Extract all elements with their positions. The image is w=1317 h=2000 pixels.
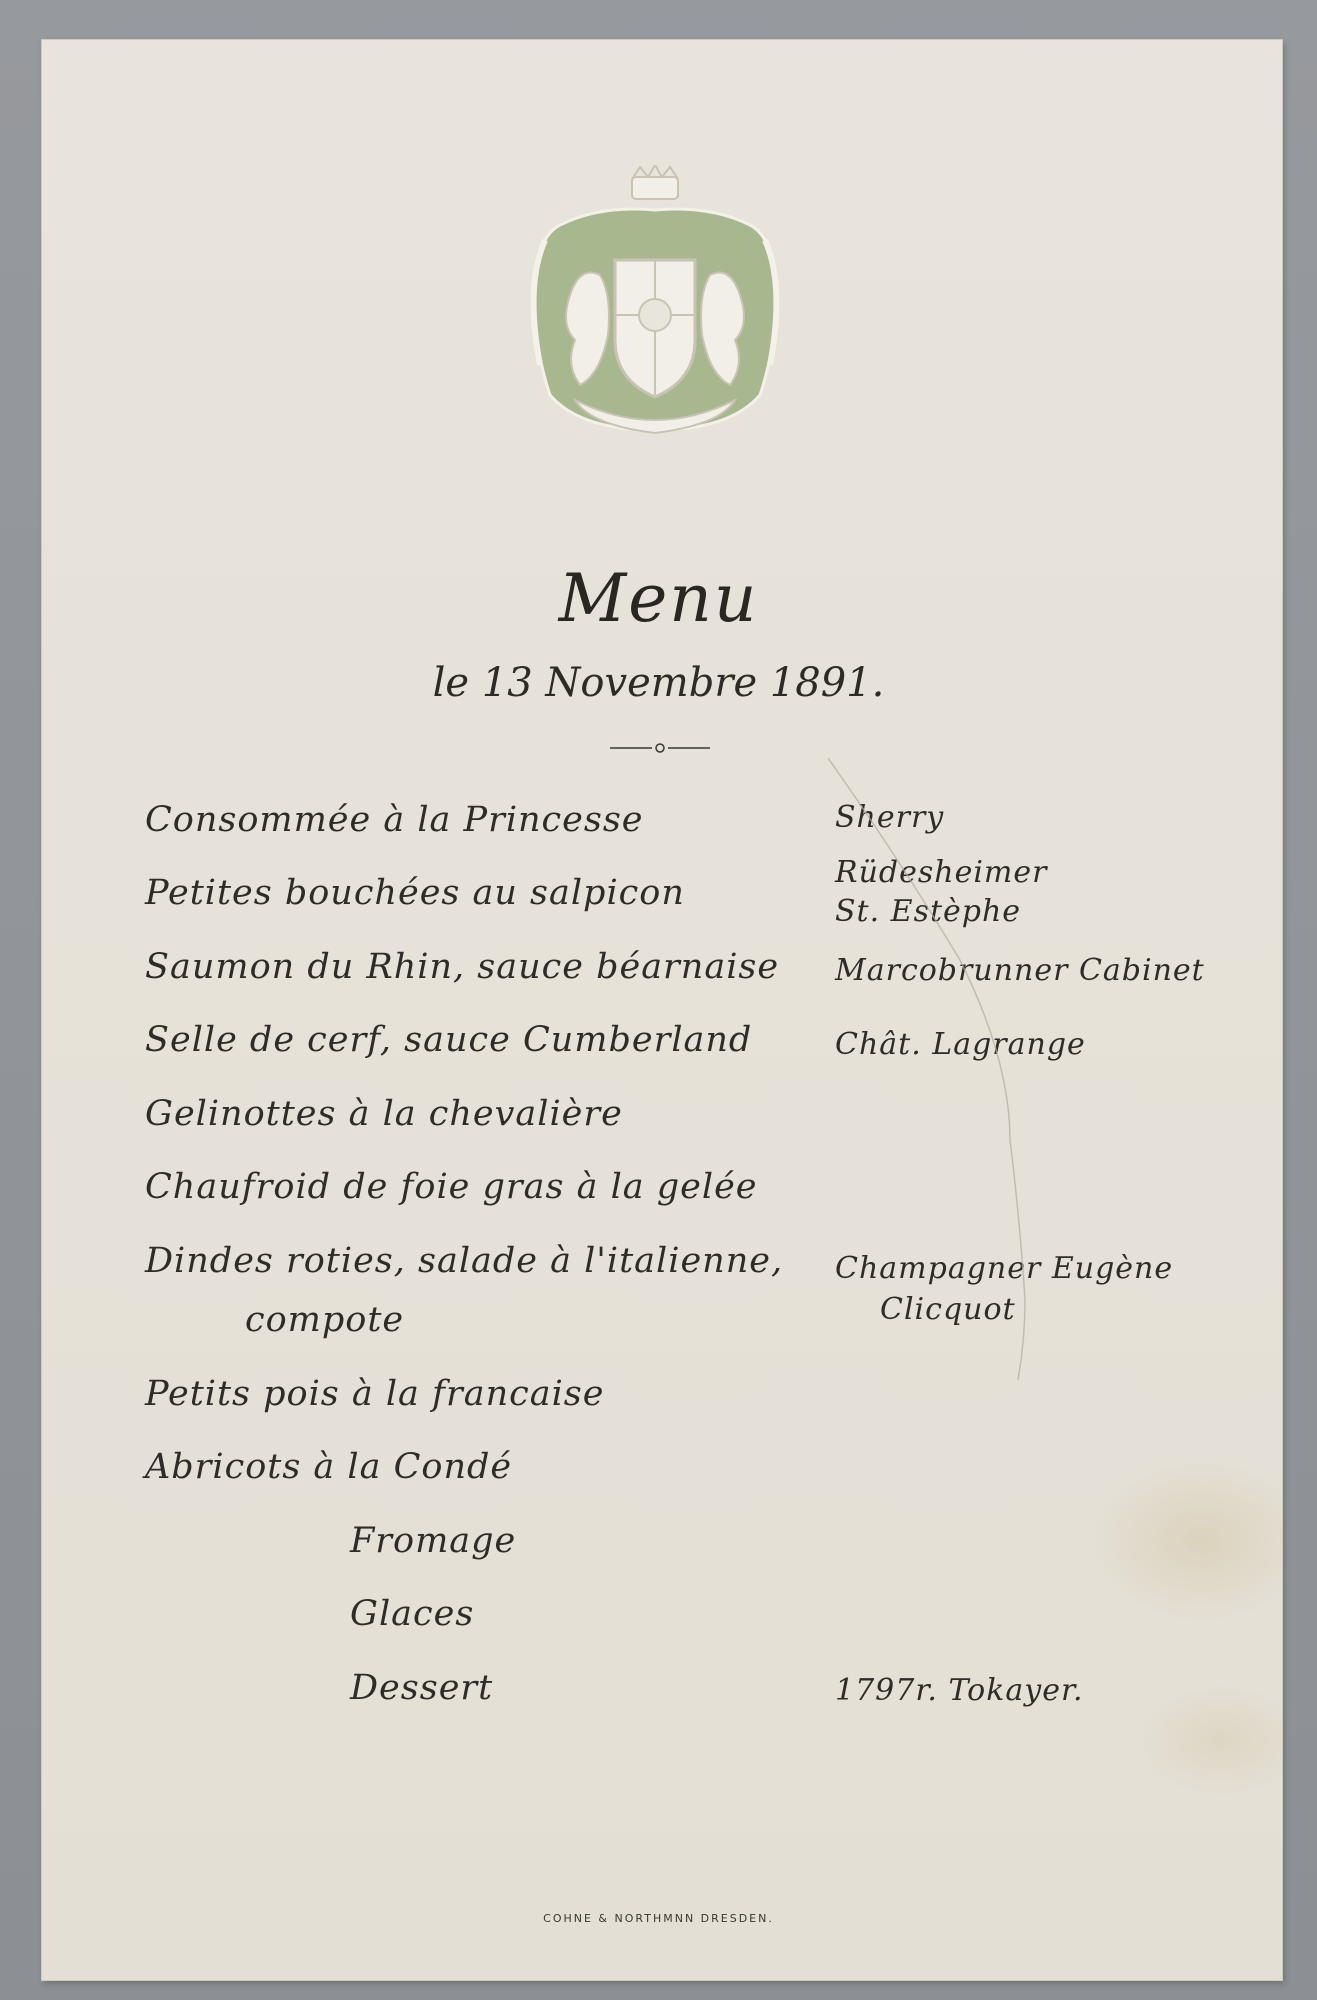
course-item: Fromage (350, 1521, 517, 1561)
printer-credit: COHNE & NORTHMNN DRESDEN. (543, 1912, 774, 1925)
wine-item: Rüdesheimer (835, 855, 1048, 890)
wine-item: Marcobrunner Cabinet (835, 953, 1205, 988)
wine-item: Sherry (835, 800, 945, 835)
menu-date: le 13 Novembre 1891. (432, 660, 885, 706)
course-item: Dindes roties, salade à l'italienne, (145, 1241, 784, 1281)
course-item: Glaces (350, 1594, 475, 1634)
course-item: Petites bouchées au salpicon (145, 873, 685, 913)
course-item-continuation: compote (245, 1300, 405, 1340)
coat-of-arms-icon (520, 165, 790, 465)
wine-item: Champagner Eugène (835, 1251, 1174, 1286)
ornamental-divider (610, 740, 710, 756)
course-item: Petits pois à la francaise (145, 1374, 605, 1414)
menu-title: Menu (558, 560, 759, 637)
wine-item: Chât. Lagrange (835, 1027, 1086, 1062)
wine-item: St. Estèphe (835, 894, 1022, 929)
wine-item: Clicquot (880, 1292, 1016, 1327)
wine-item: 1797r. Tokayer. (835, 1673, 1084, 1708)
course-item: Saumon du Rhin, sauce béarnaise (145, 947, 780, 987)
course-item: Gelinottes à la chevalière (145, 1094, 623, 1134)
course-item: Dessert (350, 1668, 494, 1708)
course-item: Chaufroid de foie gras à la gelée (145, 1167, 758, 1207)
course-item: Consommée à la Princesse (145, 800, 644, 840)
course-item: Selle de cerf, sauce Cumberland (145, 1020, 753, 1060)
course-item: Abricots à la Condé (145, 1447, 513, 1487)
